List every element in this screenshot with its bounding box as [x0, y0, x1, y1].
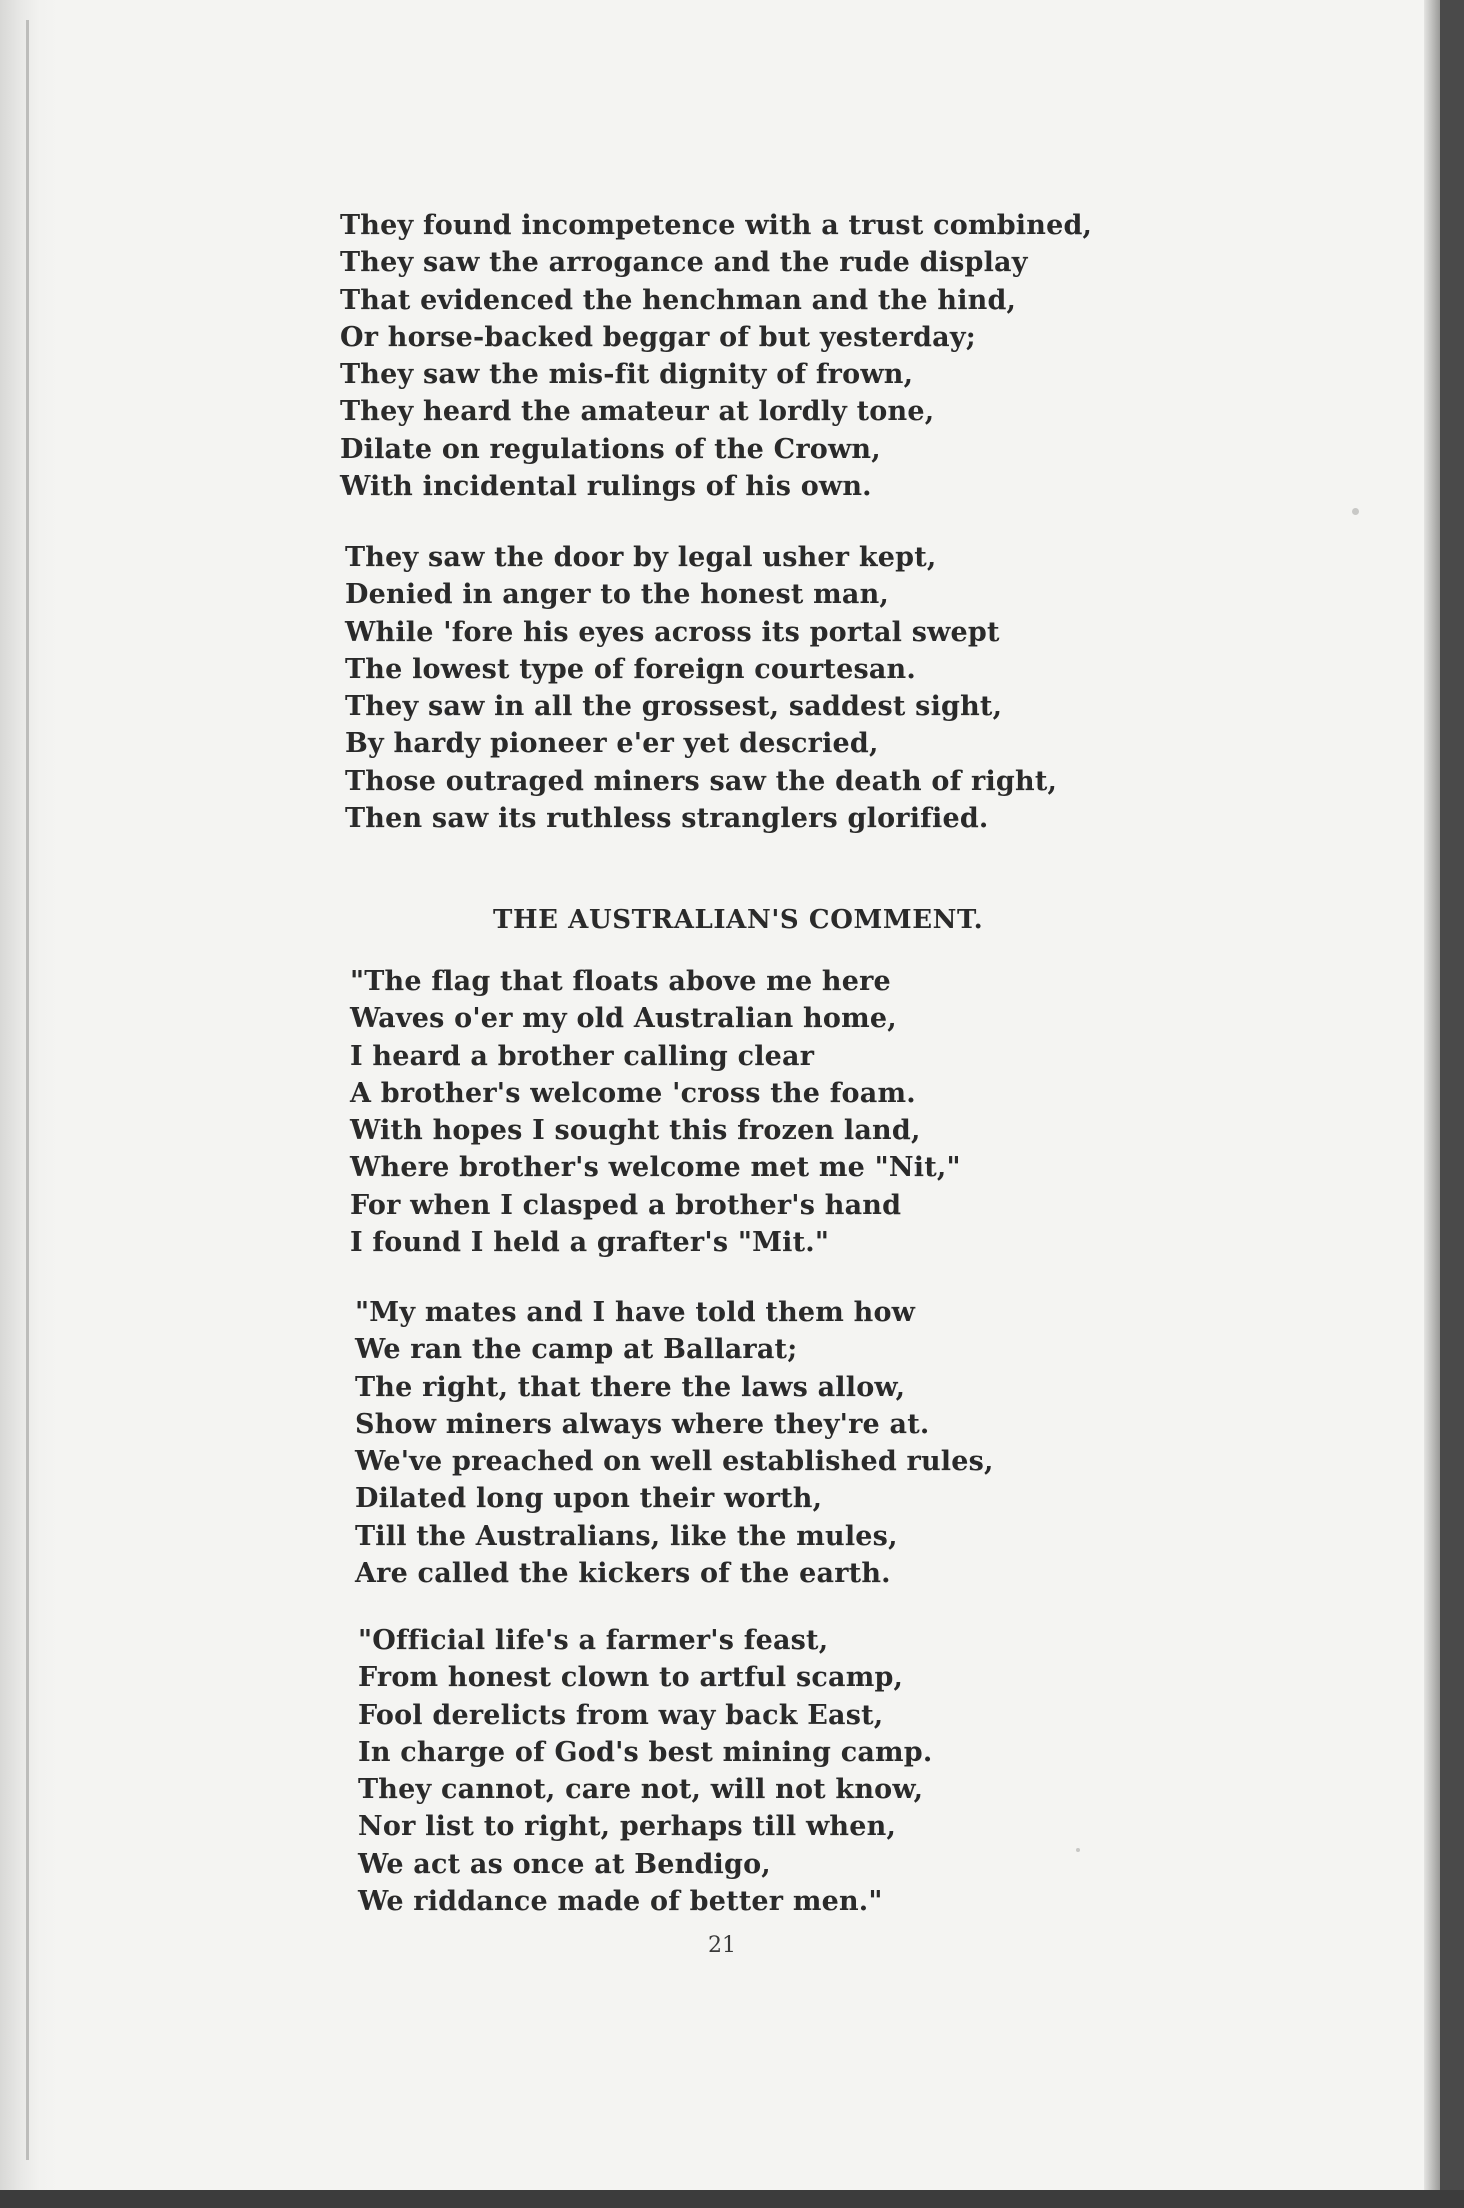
- poem-line: Till the Australians, like the mules,: [355, 1520, 898, 1552]
- poem-line: They saw the door by legal usher kept,: [345, 542, 937, 573]
- poem-line: The right, that there the laws allow,: [355, 1371, 906, 1403]
- page-number: 21: [708, 1933, 736, 1958]
- poem-line: Show miners always where they're at.: [355, 1408, 930, 1440]
- poem-line: They heard the amateur at lordly tone,: [340, 396, 935, 428]
- page-gutter: [0, 0, 60, 2190]
- poem-line: "My mates and I have told them how: [355, 1297, 916, 1328]
- paper-speck: [1352, 508, 1359, 515]
- poem-line: Waves o'er my old Australian home,: [350, 1003, 897, 1035]
- page-edge-shadow: [1424, 0, 1440, 2190]
- poem-line: A brother's welcome 'cross the foam.: [350, 1077, 916, 1109]
- poem-line: With hopes I sought this frozen land,: [350, 1115, 921, 1147]
- poem-line: While 'fore his eyes across its portal swept: [345, 616, 1000, 648]
- section-title: THE AUSTRALIAN'S COMMENT.: [493, 905, 984, 935]
- poem-line: Denied in anger to the honest man,: [345, 579, 890, 611]
- poem-line: Where brother's welcome met me "Nit,": [350, 1152, 961, 1184]
- poem-line: I found I held a grafter's "Mit.": [350, 1227, 830, 1259]
- poem-line: Fool derelicts from way back East,: [358, 1699, 884, 1731]
- poem-line: Then saw its ruthless stranglers glorified.: [345, 803, 989, 835]
- poem-line: They saw in all the grossest, saddest sight,: [345, 691, 1003, 723]
- poem-line: We've preached on well established rules,: [355, 1446, 994, 1478]
- poem-line: Are called the kickers of the earth.: [355, 1558, 891, 1590]
- poem-line: Or horse-backed beggar of but yesterday;: [340, 321, 976, 353]
- poem-line: "Official life's a farmer's feast,: [358, 1625, 829, 1656]
- poem-line: We riddance made of better men.": [358, 1886, 883, 1918]
- poem-line: Nor list to right, perhaps till when,: [358, 1811, 897, 1843]
- poem-line: Dilate on regulations of the Crown,: [340, 433, 881, 465]
- poem-line: The lowest type of foreign courtesan.: [345, 653, 916, 685]
- poem-line: That evidenced the henchman and the hind,: [340, 284, 1017, 316]
- poem-line: By hardy pioneer e'er yet descried,: [345, 728, 879, 760]
- poem-line: "The flag that floats above me here: [350, 966, 891, 997]
- poem-line: We ran the camp at Ballarat;: [355, 1334, 798, 1366]
- poem-line: I heard a brother calling clear: [350, 1040, 815, 1072]
- poem-line: From honest clown to artful scamp,: [358, 1662, 904, 1694]
- binding-line: [26, 20, 29, 2160]
- stanza-2: [345, 539, 1057, 837]
- poem-line: They found incompetence with a trust combined,: [340, 210, 1093, 241]
- poem-line: Dilated long upon their worth,: [355, 1483, 823, 1515]
- paper-speck: [1076, 1848, 1080, 1852]
- poem-line: They saw the mis-fit dignity of frown,: [340, 359, 914, 391]
- poem-line: Those outraged miners saw the death of right,: [345, 765, 1058, 797]
- poem-line: They cannot, care not, will not know,: [358, 1774, 924, 1806]
- poem-line: They saw the arrogance and the rude display: [340, 247, 1028, 279]
- poem-line: In charge of God's best mining camp.: [358, 1736, 933, 1768]
- poem-line: For when I clasped a brother's hand: [350, 1189, 902, 1221]
- scan-border-bottom: [0, 2190, 1464, 2208]
- stanza-5: [358, 1622, 932, 1920]
- stanza-1: [340, 207, 1092, 505]
- poem-line: With incidental rulings of his own.: [340, 471, 872, 503]
- stanza-4: [355, 1294, 994, 1592]
- poem-line: We act as once at Bendigo,: [358, 1848, 771, 1880]
- stanza-3: [350, 963, 961, 1261]
